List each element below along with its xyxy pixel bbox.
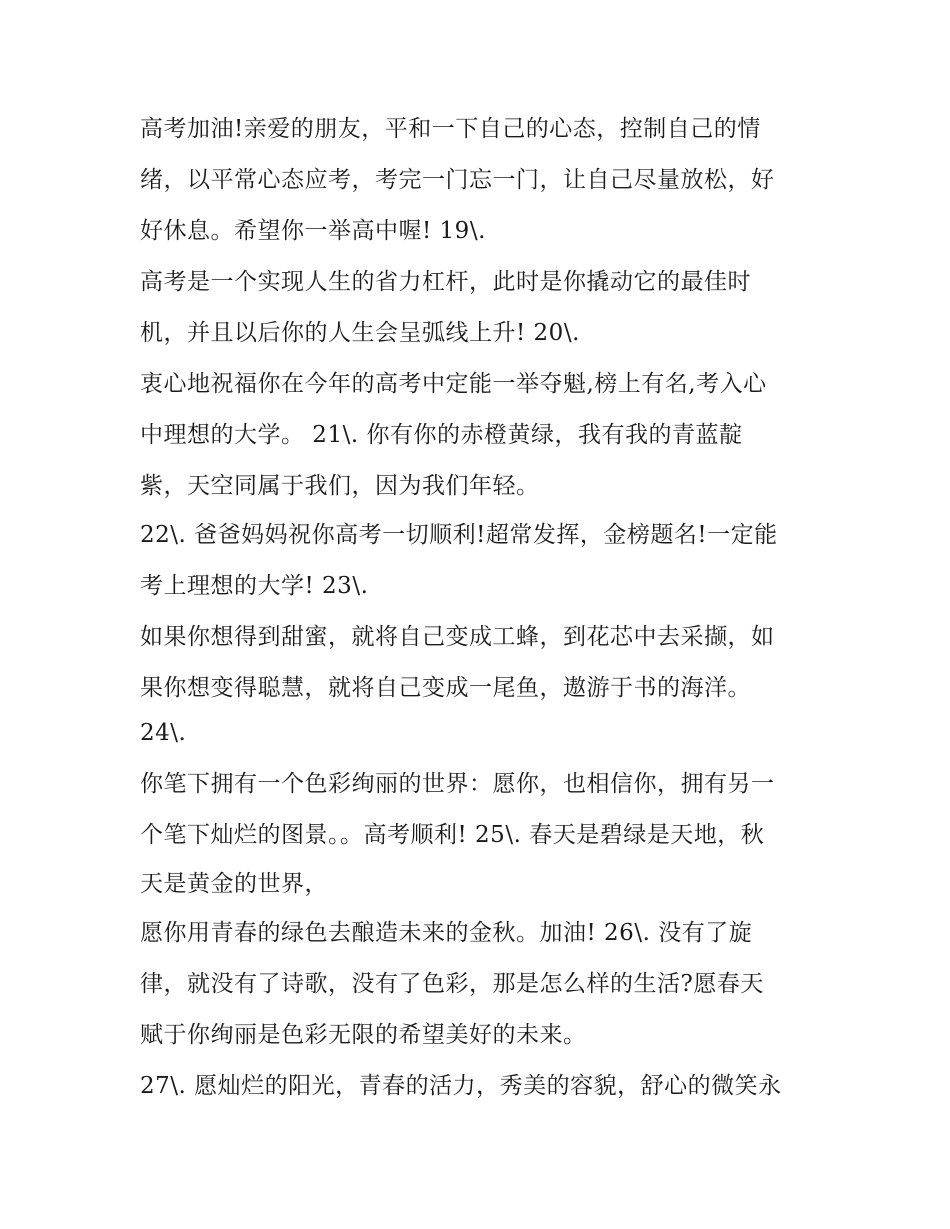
text-line: 如果你想得到甜蜜，就将自己变成工蜂，到花芯中去采撷，如: [140, 624, 775, 650]
text-line: 个笔下灿烂的图景。。高考顺利! 25\. 春天是碧绿是天地，秋: [140, 822, 765, 848]
text-line: 24\.: [140, 720, 187, 746]
text-line: 赋于你绚丽是色彩无限的希望美好的未来。: [140, 1022, 587, 1048]
text-line: 中理想的大学。 21\. 你有你的赤橙黄绿，我有我的青蓝靛: [140, 422, 743, 448]
text-line: 好休息。希望你一举高中喔! 19\.: [140, 218, 486, 244]
text-line: 愿你用青春的绿色去酿造未来的金秋。加油! 26\. 没有了旋: [140, 920, 753, 946]
text-line: 衷心地祝福你在今年的高考中定能一举夺魁,榜上有名,考入心: [140, 371, 767, 397]
text-line: 22\. 爸爸妈妈祝你高考一切顺利!超常发挥，金榜题名!一定能: [140, 522, 778, 548]
text-line: 机，并且以后你的人生会呈弧线上升! 20\.: [140, 320, 580, 346]
text-line: 律，就没有了诗歌，没有了色彩，那是怎么样的生活?愿春天: [140, 971, 764, 997]
text-line: 考上理想的大学! 23\.: [140, 573, 369, 599]
text-line: 27\. 愿灿烂的阳光，青春的活力，秀美的容貌，舒心的微笑永: [140, 1073, 782, 1099]
text-line: 绪，以平常心态应考，考完一门忘一门，让自己尽量放松，好: [140, 167, 775, 193]
text-line: 果你想变得聪慧，就将自己变成一尾鱼，遨游于书的海洋。: [140, 675, 751, 701]
text-line: 天是黄金的世界，: [140, 871, 328, 897]
text-line: 高考是一个实现人生的省力杠杆，此时是你撬动它的最佳时: [140, 269, 751, 295]
text-line: 紫，天空同属于我们，因为我们年轻。: [140, 473, 540, 499]
text-line: 高考加油!亲爱的朋友，平和一下自己的心态，控制自己的情: [140, 116, 761, 142]
text-line: 你笔下拥有一个色彩绚丽的世界：愿你，也相信你，拥有另一: [140, 771, 775, 797]
